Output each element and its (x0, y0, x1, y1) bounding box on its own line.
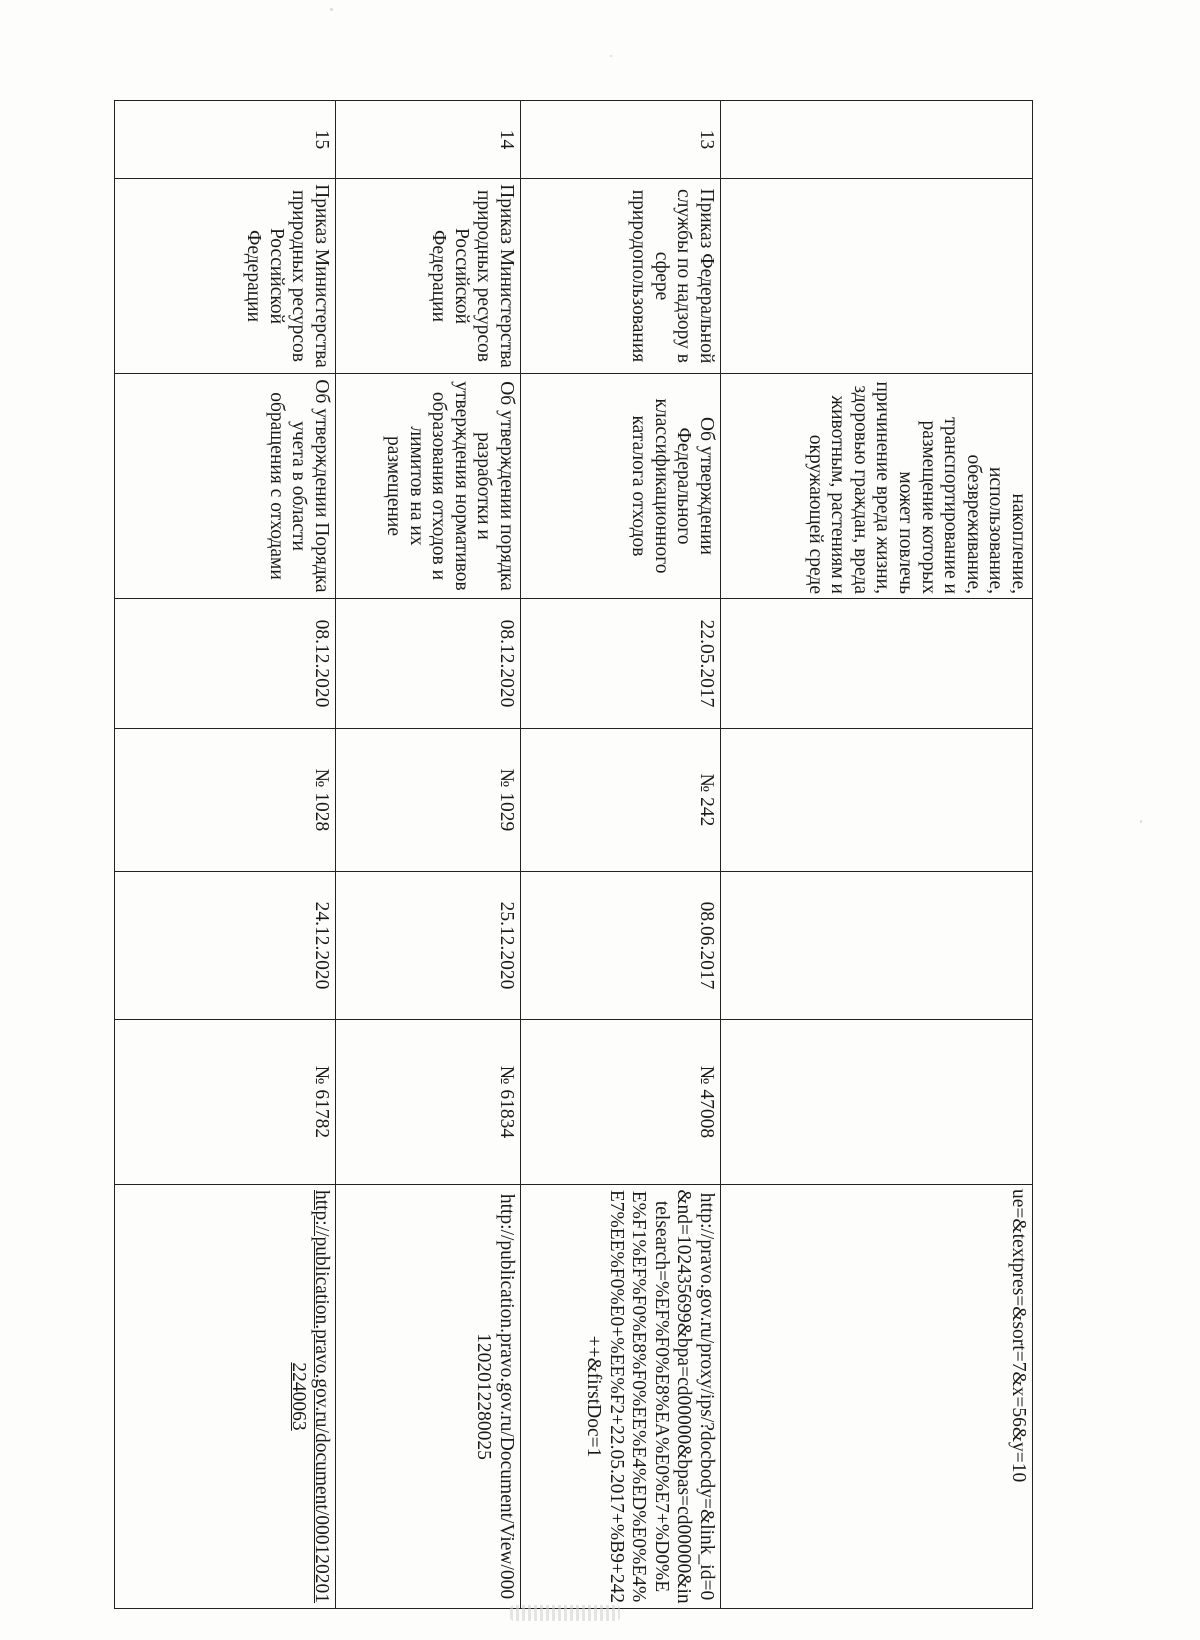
cell-number (721, 729, 1033, 872)
table-row (721, 101, 1033, 1609)
cell-title: Об утверждении Порядка учета в области обращения с отходами (115, 374, 336, 599)
cell-type: Приказ Федеральной службы по надзору в сфере природопользования (521, 179, 721, 374)
cell-num: 13 (521, 101, 721, 179)
cell-number: № 242 (521, 729, 721, 872)
cell-link: ue=&textpres=&sort=7&x=56&y=10 (721, 1185, 1033, 1609)
table-row (521, 101, 721, 1609)
scan-speck (330, 8, 333, 11)
cell-date: 08.12.2020 (336, 599, 521, 729)
regulations-table (114, 100, 1033, 1609)
cell-num (721, 101, 1033, 179)
cell-link[interactable]: http://pravo.gov.ru/proxy/ips/?docbody=&link_id=0&nd=102435699&bpa=cd00000&bpas=cd00000&intelsearch=%EF%F0%E8%EA%E0%E7+%D0%EE%F1%EF%F0%E8%F0%EE%E4%ED%E0%E4%E7%EE%F0%E0+%EE%F2+22.05.2017+%B9+242++&firstDoc=1 (521, 1185, 721, 1609)
cell-reg-date: 08.06.2017 (521, 872, 721, 1020)
cell-title: Об утверждении Федерального классификационного каталога отходов (521, 374, 721, 599)
cell-reg-number: № 61782 (115, 1020, 336, 1185)
cell-reg-number (721, 1020, 1033, 1185)
scan-speck (1140, 820, 1142, 823)
cell-title: накопление, использование, обезвреживание, транспортирование и размещение которых может повлечь причинение вреда жизни, здоровью граждан, вреда животным, растениям и окружающей среде (721, 374, 1033, 599)
table-row (115, 101, 336, 1609)
scan-artifact (510, 1605, 620, 1621)
scan-speck (610, 55, 612, 57)
cell-link[interactable]: http://publication.pravo.gov.ru/document/0001202012240063 (115, 1185, 336, 1609)
cell-date: 22.05.2017 (521, 599, 721, 729)
cell-type: Приказ Министерства природных ресурсов Российской Федерации (115, 179, 336, 374)
cell-type: Приказ Министерства природных ресурсов Российской Федерации (336, 179, 521, 374)
cell-reg-number: № 47008 (521, 1020, 721, 1185)
cell-num: 15 (115, 101, 336, 179)
cell-type (721, 179, 1033, 374)
cell-num: 14 (336, 101, 521, 179)
rotated-document-table (115, 100, 1033, 1608)
cell-reg-date: 25.12.2020 (336, 872, 521, 1020)
cell-reg-date (721, 872, 1033, 1020)
cell-link[interactable]: http://publication.pravo.gov.ru/Document/View/0001202012280025 (336, 1185, 521, 1609)
table-row (336, 101, 521, 1609)
cell-date: 08.12.2020 (115, 599, 336, 729)
cell-reg-date: 24.12.2020 (115, 872, 336, 1020)
cell-date (721, 599, 1033, 729)
cell-reg-number: № 61834 (336, 1020, 521, 1185)
cell-title: Об утверждении порядка разработки и утверждения нормативов образования отходов и лимитов на их размещение (336, 374, 521, 599)
cell-number: № 1029 (336, 729, 521, 872)
cell-number: № 1028 (115, 729, 336, 872)
